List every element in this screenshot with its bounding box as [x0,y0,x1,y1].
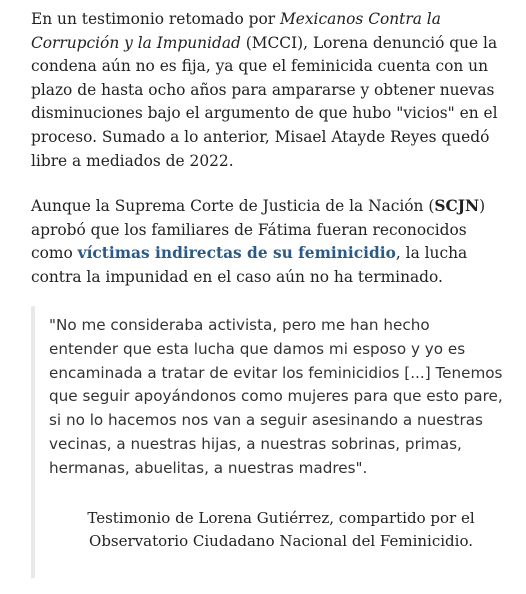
paragraph1-suffix: (MCCI), Lorena denunció que la condena aún no es fija, ya que el feminicida cuenta con un plazo de hasta ocho años para ampararse y obtener nuevas disminuciones bajo el argumento de que hubo "vicios" en el proceso. Sumado a lo anterior, Misael Atayde Reyes quedó libre a mediados de 2022. [31,33,498,170]
source-name: Mexicanos Contra la Corrupción y la Impunidad [31,10,441,52]
quote-text: "No me consideraba activista, pero me han hecho entender que esta lucha que damos mi esposo y yo es encaminada a tratar de evitar los feminicidios [...] Tenemos que seguir apoyándonos como mujeres para que esto pare, si no lo hacemos nos van a seguir asesinando a nuestras vecinas, a nuestras hijas, a nuestras sobrinas, primas, hermanas, abuelitas, a nuestras madres". [49,316,503,477]
court-abbreviation: SCJN [434,197,480,216]
article-body [31,8,511,290]
paragraph2-suffix: , la lucha contra la impunidad en el caso aún no ha terminado. [31,244,468,286]
testimony-blockquote [31,306,509,578]
paragraph1-prefix: En un testimonio retomado por [31,10,280,28]
paragraph-scjn-ruling [31,195,511,289]
paragraph-mcci-testimony [31,8,511,173]
paragraph2-prefix: Aunque la Suprema Corte de Justicia de la Nación ( [31,197,435,216]
indirect-victims-link[interactable]: víctimas indirectas de su feminicidio [77,244,396,263]
paragraph2-middle: ) aprobó que los familiares de Fátima fueran reconocidos como [31,197,486,263]
quote-caption: Testimonio de Lorena Gutiérrez, compartido por el Observatorio Ciudadano Nacional del Feminicidio. [87,508,475,551]
